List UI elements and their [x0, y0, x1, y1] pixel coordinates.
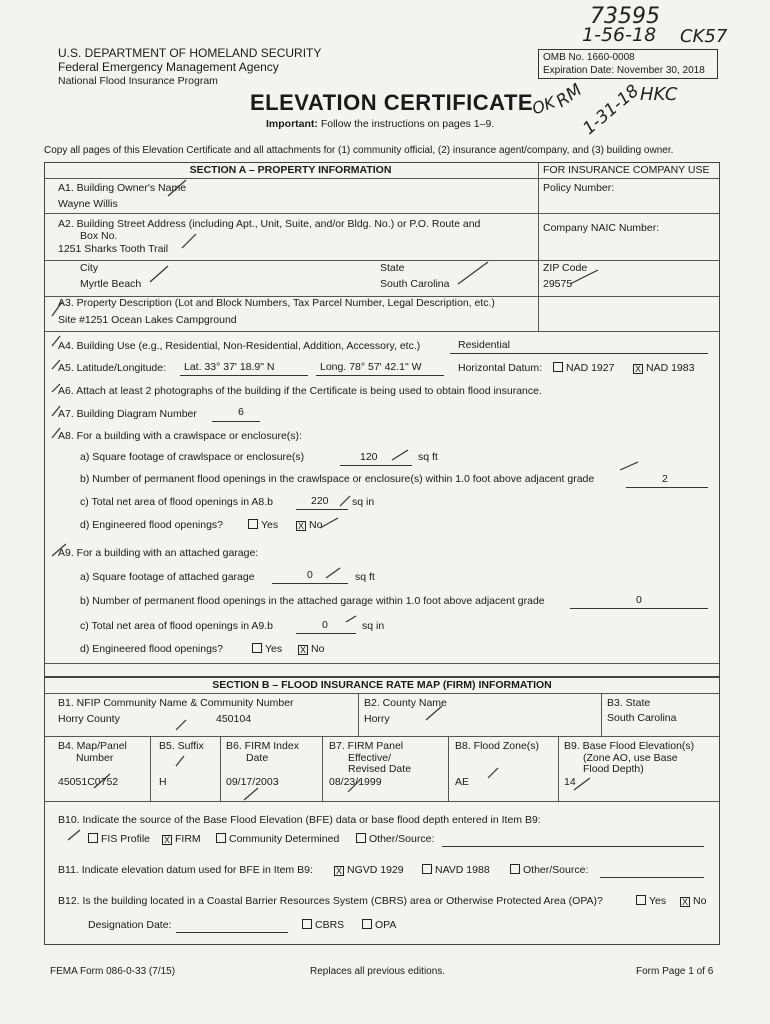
b12-cbrs-option[interactable]: CBRS: [302, 919, 344, 931]
a8d-no-checkbox[interactable]: X: [297, 521, 304, 531]
a5-longitude[interactable]: Long. 78° 57' 42.1" W: [320, 361, 422, 373]
a7-diagram-number[interactable]: 6: [238, 406, 244, 418]
b10-other-option[interactable]: Other/Source:: [356, 833, 434, 845]
a1-label: A1. Building Owner's Name: [58, 182, 187, 194]
b9-label-cont: (Zone AO, use Base: [583, 752, 678, 764]
policy-number-label: Policy Number:: [543, 182, 615, 194]
check-mark: [176, 720, 186, 730]
check-mark: [52, 360, 60, 369]
a3-label: A3. Property Description (Lot and Block Numbers, Tax Parcel Number, Legal Description, etc.): [58, 297, 495, 309]
handwritten-file-number: 73595: [590, 4, 660, 29]
horizontal-datum-label: Horizontal Datum:: [458, 362, 543, 374]
check-mark: [68, 830, 80, 840]
check-mark: [94, 774, 110, 788]
a7-label: A7. Building Diagram Number: [58, 408, 197, 420]
check-mark: [574, 778, 590, 790]
replaces-note: Replaces all previous editions.: [310, 966, 446, 977]
a8b-label: b) Number of permanent flood openings in the crawlspace or enclosure(s) within 1.0 foot above adjacent grade: [80, 473, 595, 485]
b9-label: B9. Base Flood Elevation(s): [564, 740, 695, 752]
a8c-label: c) Total net area of flood openings in A8.b: [80, 496, 274, 508]
state-label: State: [380, 262, 405, 274]
city-label: City: [80, 262, 99, 274]
b3-label: B3. State: [607, 697, 651, 709]
b11-navd-option[interactable]: NAVD 1988: [422, 864, 490, 876]
a9c-label: c) Total net area of flood openings in A9.b: [80, 620, 274, 632]
b12-no-option[interactable]: X No: [681, 895, 707, 907]
a5-label: A5. Latitude/Longitude:: [58, 362, 167, 374]
a8d-yes-option[interactable]: Yes: [248, 519, 278, 531]
a9a-unit: sq ft: [355, 571, 375, 583]
a2-street-address[interactable]: 1251 Sharks Tooth Trail: [58, 243, 169, 255]
b3-state[interactable]: South Carolina: [607, 712, 677, 724]
a9b-label: b) Number of permanent flood openings in the attached garage within 1.0 foot above adjacent grade: [80, 595, 545, 607]
agency-name: Federal Emergency Management Agency: [58, 60, 279, 74]
check-mark: [52, 406, 60, 416]
nad-1983-option[interactable]: X NAD 1983: [634, 362, 695, 374]
b9-label-cont2: Flood Depth): [583, 763, 644, 775]
b9-base-flood-elevation[interactable]: 14: [564, 776, 576, 788]
b7-label-cont2: Revised Date: [348, 763, 412, 775]
a9d-label: d) Engineered flood openings?: [80, 643, 224, 655]
check-mark: [426, 706, 442, 720]
check-mark: [182, 234, 196, 248]
b12-designation-label: Designation Date:: [88, 919, 172, 931]
expiration-date: Expiration Date: November 30, 2018: [543, 65, 705, 76]
important-text: Follow the instructions on pages 1–9.: [320, 118, 495, 130]
handwritten-stamp-hkc: HKC: [640, 84, 678, 105]
check-mark: [176, 756, 184, 766]
b12-label: B12. Is the building located in a Coastal Barrier Resources System (CBRS) area or Otherwise Protected Area (OPA)?: [58, 895, 603, 907]
b12-no-checkbox[interactable]: X: [681, 897, 688, 907]
check-mark: [570, 270, 598, 284]
a8a-value[interactable]: 120: [360, 451, 378, 463]
handwritten-stamp-initials: RM: [552, 80, 586, 112]
b1-community-number[interactable]: 450104: [216, 713, 252, 725]
naic-number-label: Company NAIC Number:: [543, 222, 660, 234]
a4-label: A4. Building Use (e.g., Residential, Non-Residential, Addition, Accessory, etc.): [58, 340, 421, 352]
a8b-value[interactable]: 2: [662, 473, 668, 485]
b8-flood-zone[interactable]: AE: [455, 776, 470, 788]
b6-label: B6. FIRM Index: [226, 740, 299, 752]
a1-owner-name[interactable]: Wayne Willis: [58, 198, 118, 210]
b11-ngvd-option[interactable]: X NGVD 1929: [335, 864, 404, 876]
check-mark: [52, 384, 60, 392]
a8c-unit: sq in: [352, 496, 375, 508]
handwritten-date: 1-56-18: [582, 24, 657, 46]
state-value[interactable]: South Carolina: [380, 278, 450, 290]
a9-label: A9. For a building with an attached garage:: [58, 547, 259, 559]
b10-firm-checkbox[interactable]: X: [163, 835, 170, 845]
a9b-value[interactable]: 0: [636, 594, 642, 606]
b7-label: B7. FIRM Panel: [329, 740, 404, 752]
check-mark: [168, 180, 186, 196]
zip-label: ZIP Code: [543, 262, 588, 274]
b11-ngvd-checkbox[interactable]: X: [335, 866, 342, 876]
check-mark: [458, 262, 488, 284]
check-mark: [52, 336, 60, 346]
check-mark: [150, 266, 168, 282]
a9d-yes-option[interactable]: Yes: [252, 643, 282, 655]
check-mark: [326, 568, 340, 578]
b11-label: B11. Indicate elevation datum used for BFE in Item B9:: [58, 864, 313, 876]
zip-value[interactable]: 29575: [543, 278, 573, 290]
check-mark: [392, 450, 408, 460]
b10-firm-option[interactable]: X FIRM: [163, 833, 201, 845]
a8-label: A8. For a building with a crawlspace or enclosure(s):: [58, 430, 302, 442]
a8a-unit: sq ft: [418, 451, 438, 463]
check-mark: [620, 462, 638, 470]
important-label: Important:: [266, 118, 318, 130]
b4-map-panel-number[interactable]: 45051C0752: [58, 776, 119, 788]
check-mark: [348, 780, 360, 792]
city-value[interactable]: Myrtle Beach: [80, 278, 142, 290]
form-number: FEMA Form 086-0-33 (7/15): [50, 966, 176, 977]
a6-label: A6. Attach at least 2 photographs of the building if the Certificate is being used to obtain flood insurance.: [58, 385, 542, 397]
a9a-value[interactable]: 0: [307, 569, 313, 581]
program-name: National Flood Insurance Program: [58, 75, 218, 87]
insurance-use-heading: FOR INSURANCE COMPANY USE: [543, 164, 710, 176]
check-mark: [52, 544, 66, 556]
nad-1927-option[interactable]: NAD 1927: [553, 362, 614, 374]
nad-1983-checkbox[interactable]: X: [634, 364, 641, 374]
a9d-no-checkbox[interactable]: X: [299, 645, 306, 655]
check-mark: [52, 302, 62, 316]
a2-label-cont: Box No.: [80, 230, 118, 242]
b7-firm-panel-date[interactable]: 08/23/1999: [329, 776, 382, 788]
b1-community-name[interactable]: Horry County: [58, 713, 120, 725]
b6-firm-index-date[interactable]: 09/17/2003: [226, 776, 279, 788]
omb-number: OMB No. 1660-0008: [543, 52, 635, 63]
b10-fis-option[interactable]: FIS Profile: [88, 833, 150, 845]
b4-label: B4. Map/Panel: [58, 740, 127, 752]
b6-label-cont: Date: [246, 752, 269, 764]
b2-label: B2. County Name: [364, 697, 447, 709]
handwritten-initials: CK57: [680, 26, 728, 47]
b8-label: B8. Flood Zone(s): [455, 740, 540, 752]
b7-label-cont: Effective/: [348, 752, 391, 764]
check-mark: [340, 496, 350, 506]
handwritten-stamp-ok: OK: [529, 92, 558, 119]
a4-building-use[interactable]: Residential: [458, 339, 510, 351]
b12-opa-option[interactable]: OPA: [362, 919, 396, 931]
b5-suffix[interactable]: H: [159, 776, 167, 788]
copy-instructions: Copy all pages of this Elevation Certificate and all attachments for (1) community official, (2) insurance agent/company, and (3) building owner.: [44, 145, 674, 156]
a9d-no-option[interactable]: X No: [299, 643, 325, 655]
a8d-no-option[interactable]: X No: [297, 519, 323, 531]
b2-county-name[interactable]: Horry: [364, 713, 390, 725]
a8c-value[interactable]: 220: [311, 495, 329, 507]
page-number: Form Page 1 of 6: [636, 966, 714, 977]
a9c-unit: sq in: [362, 620, 385, 632]
section-a-heading: SECTION A – PROPERTY INFORMATION: [189, 164, 392, 176]
a2-label: A2. Building Street Address (including Apt., Unit, Suite, and/or Bldg. No.) or P.O. Route and: [58, 218, 481, 230]
a5-latitude[interactable]: Lat. 33° 37' 18.9" N: [184, 361, 275, 373]
a3-property-description[interactable]: Site #1251 Ocean Lakes Campground: [58, 314, 237, 326]
check-mark: [488, 768, 498, 778]
a8d-label: d) Engineered flood openings?: [80, 519, 224, 531]
department-name: U.S. DEPARTMENT OF HOMELAND SECURITY: [58, 46, 322, 60]
page-title: ELEVATION CERTIFICATE: [250, 90, 534, 115]
b10-label: B10. Indicate the source of the Base Flood Elevation (BFE) data or base flood depth entered in Item B9:: [58, 814, 541, 826]
b11-other-option[interactable]: Other/Source:: [510, 864, 588, 876]
b5-label: B5. Suffix: [159, 740, 204, 752]
section-b-heading: SECTION B – FLOOD INSURANCE RATE MAP (FIRM) INFORMATION: [212, 679, 552, 691]
a8a-label: a) Square footage of crawlspace or enclosure(s): [80, 451, 305, 463]
b10-community-option[interactable]: Community Determined: [216, 833, 339, 845]
b12-yes-option[interactable]: Yes: [636, 895, 666, 907]
check-mark: [244, 788, 258, 800]
a9c-value[interactable]: 0: [322, 619, 328, 631]
handwritten-stamp-date: 1-31-18: [579, 81, 644, 139]
check-mark: [320, 518, 338, 528]
check-mark: [346, 616, 356, 622]
b4-label-cont: Number: [76, 752, 114, 764]
check-mark: [52, 428, 60, 438]
a9a-label: a) Square footage of attached garage: [80, 571, 255, 583]
b1-label: B1. NFIP Community Name & Community Number: [58, 697, 294, 709]
